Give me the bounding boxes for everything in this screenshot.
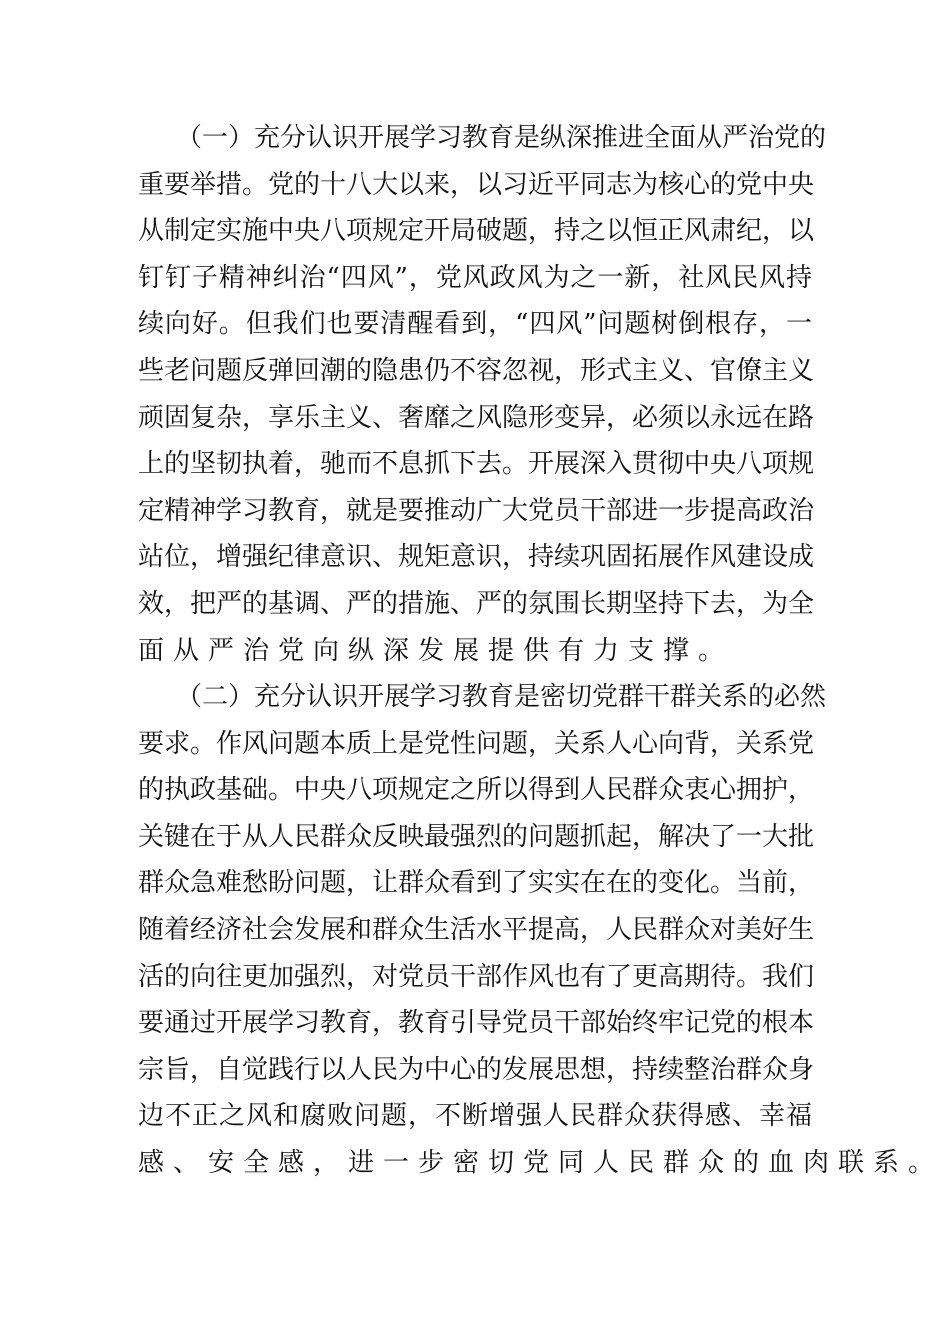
paragraph-1 bbox=[138, 115, 827, 674]
text-line: 顽固复杂，享乐主义、奢靡之风隐形变异，必须以永远在路 bbox=[138, 402, 815, 433]
text-line: 关键在于从人民群众反映最强烈的问题抓起，解决了一大批 bbox=[138, 821, 815, 852]
text-line: 站位，增强纪律意识、规矩意识，持续巩固拓展作风建设成 bbox=[138, 542, 815, 573]
text-line: 要求。作风问题本质上是党性问题，关系人心向背，关系党 bbox=[138, 728, 815, 759]
text-line: 定精神学习教育，就是要推动广大党员干部进一步提高政治 bbox=[138, 495, 815, 526]
text-line: 的执政基础。中央八项规定之所以得到人民群众衷心拥护， bbox=[138, 775, 815, 806]
text-line: （二）充分认识开展学习教育是密切党群干群关系的必然 bbox=[176, 682, 827, 712]
text-line: 要通过开展学习教育，教育引导党员干部始终牢记党的根本 bbox=[138, 1008, 815, 1039]
text-line: 效，把严的基调、严的措施、严的氛围长期坚持下去，为全 bbox=[138, 588, 815, 619]
text-line: 感、安全感，进一步密切党同人民群众的血肉联系。 bbox=[138, 1147, 944, 1178]
text-line: 面从严治党向纵深发展提供有力支撑。 bbox=[138, 635, 734, 666]
paragraph-2 bbox=[138, 674, 944, 1187]
text-line: 随着经济社会发展和群众生活水平提高，人民群众对美好生 bbox=[138, 914, 815, 945]
text-line: 钉钉子精神纠治“四风”，党风政风为之一新，社风民风持 bbox=[138, 262, 812, 293]
text-line: 些老问题反弹回潮的隐患仍不容忽视，形式主义、官僚主义 bbox=[138, 355, 815, 386]
text-line: 续向好。但我们也要清醒看到，“四风”问题树倒根存，一 bbox=[138, 309, 812, 340]
text-line: 上的坚韧执着，驰而不息抓下去。开展深入贯彻中央八项规 bbox=[138, 449, 815, 480]
text-line: 活的向往更加强烈，对党员干部作风也有了更高期待。我们 bbox=[138, 961, 815, 992]
text-line: 群众急难愁盼问题，让群众看到了实实在在的变化。当前， bbox=[138, 868, 815, 899]
text-line: 边不正之风和腐败问题，不断增强人民群众获得感、幸福 bbox=[138, 1101, 812, 1132]
text-line: 宗旨，自觉践行以人民为中心的发展思想，持续整治群众身 bbox=[138, 1054, 815, 1085]
text-line: （一）充分认识开展学习教育是纵深推进全面从严治党的 bbox=[176, 123, 827, 153]
text-line: 从制定实施中央八项规定开局破题，持之以恒正风肃纪，以 bbox=[138, 216, 815, 247]
text-line: 重要举措。党的十八大以来，以习近平同志为核心的党中央 bbox=[138, 169, 815, 200]
